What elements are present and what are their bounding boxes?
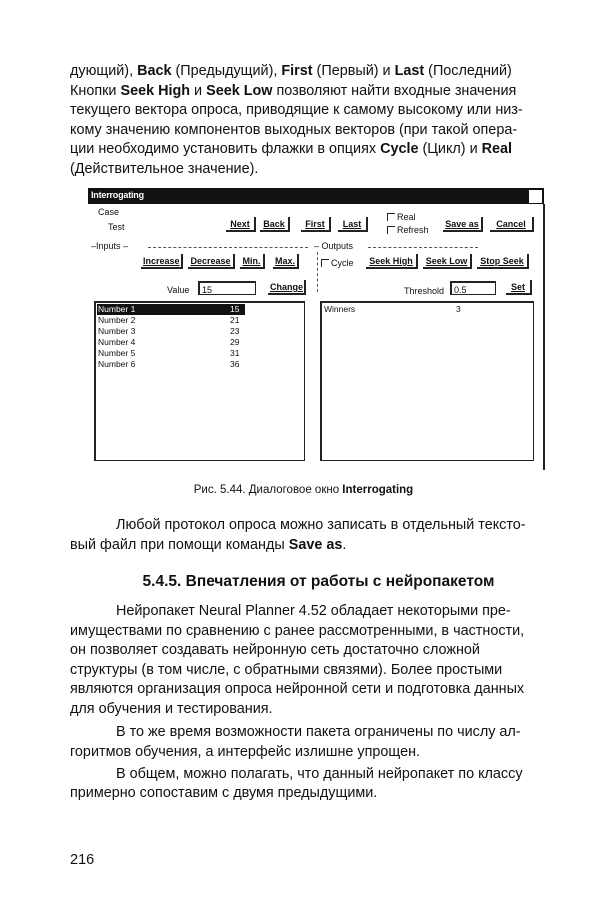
stop-seek-button[interactable]: Stop Seek: [477, 254, 529, 269]
list-item[interactable]: Number 1 15: [97, 304, 245, 315]
checkbox-icon: [387, 213, 395, 221]
text-line: кому значению компонентов выходных векторов (при такой опера-: [70, 121, 518, 138]
text-line: примерно сопоставим с двумя предыдущими.: [70, 785, 378, 801]
cycle-checkbox-label: Cycle: [331, 258, 354, 268]
inputs-list[interactable]: [94, 301, 305, 461]
figure-caption: Рис. 5.44. Диалоговое окно Interrogating: [193, 484, 414, 496]
seek-high-button[interactable]: Seek High: [366, 254, 418, 269]
cycle-checkbox[interactable]: [321, 258, 354, 268]
value-label: Value: [167, 285, 190, 295]
outputs-list[interactable]: [320, 301, 534, 461]
min-button[interactable]: Min.: [240, 254, 265, 269]
case-value: Test: [108, 222, 125, 232]
text-line: являются организация опроса нейронной сети и подготовка данных: [70, 681, 525, 697]
first-button[interactable]: First: [301, 217, 331, 232]
text-line: текущего вектора опроса, приводящие к самому высокому или низ-: [70, 102, 523, 118]
outputs-group-label: – Outputs: [314, 241, 354, 251]
text-line: (Действительное значение).: [70, 160, 259, 177]
list-item[interactable]: Number 5 31: [98, 348, 240, 358]
dialog-titlebar: [88, 188, 544, 204]
text-line: Кнопки Seek High и Seek Low позволяют найти входные значения: [70, 82, 517, 99]
list-item[interactable]: Number 4 29: [98, 337, 240, 347]
back-button[interactable]: Back: [260, 217, 290, 232]
close-box-icon[interactable]: [529, 190, 542, 203]
decrease-button[interactable]: Decrease: [188, 254, 235, 269]
text-line: В то же время возможности пакета ограничены по числу ал-: [116, 724, 521, 740]
inputs-group-line: [148, 247, 308, 248]
text-line: ции необходимо установить флажки в опциях Cycle (Цикл) и Real: [70, 141, 513, 157]
text-line: Любой протокол опроса можно записать в отдельный тексто-: [116, 517, 526, 533]
case-label: Case: [98, 207, 120, 217]
last-button[interactable]: Last: [338, 217, 368, 232]
paragraph-3-body: [70, 745, 567, 804]
list-item[interactable]: Number 2 21: [98, 315, 240, 325]
interrogating-dialog: [88, 188, 544, 470]
text-line: для обучения и тестирования.: [70, 700, 273, 717]
text-line: структуры (в том числе, с обратными связями). Более простыми: [70, 661, 503, 678]
dialog-title: Interrogating: [91, 190, 144, 200]
section-heading: 5.4.5. Впечатления от работы с нейропакетом: [142, 573, 495, 590]
intro-paragraph: [70, 62, 567, 179]
list-item[interactable]: Number 3 23: [98, 326, 240, 336]
text-line: Нейропакет Neural Planner 4.52 обладает некоторыми пре-: [116, 603, 511, 619]
page-number: 216: [70, 852, 95, 868]
outputs-group-line: [368, 247, 478, 248]
seek-low-button[interactable]: Seek Low: [423, 254, 472, 269]
list-item[interactable]: Number 6 36: [98, 359, 240, 369]
dialog-right-edge: [543, 204, 545, 470]
save-as-paragraph: [70, 516, 567, 555]
text-line: горитмов обучения, а интерфейс излишне упрощен.: [70, 743, 421, 760]
save-as-button[interactable]: Save as: [443, 217, 483, 232]
text-line: вый файл при помощи команды Save as.: [70, 536, 347, 553]
cancel-button[interactable]: Cancel: [490, 217, 534, 232]
list-item[interactable]: Winners 3: [324, 304, 461, 314]
max-button[interactable]: Max.: [273, 254, 299, 269]
set-button[interactable]: Set: [506, 280, 532, 295]
inputs-group-label: –Inputs –: [91, 241, 129, 251]
next-button[interactable]: Next: [226, 217, 256, 232]
refresh-checkbox-label: Refresh: [397, 225, 429, 235]
text-line: дующий), Back (Предыдущий), First (Первый) и Last (Последний): [70, 63, 512, 79]
text-line: он позволяет создавать нейронную сеть достаточно сложной: [70, 642, 480, 658]
increase-button[interactable]: Increase: [141, 254, 183, 269]
real-checkbox[interactable]: [387, 212, 416, 222]
paragraph-1: [70, 602, 567, 719]
checkbox-icon: [387, 226, 395, 234]
checkbox-icon: [321, 259, 329, 267]
threshold-label: Threshold: [404, 286, 445, 296]
text-line: имуществами по сравнению с ранее рассмотренными, в частности,: [70, 622, 525, 639]
text-line: В общем, можно полагать, что данный нейропакет по классу: [116, 765, 523, 782]
refresh-checkbox[interactable]: [387, 225, 429, 235]
real-checkbox-label: Real: [397, 212, 416, 222]
value-input[interactable]: 15: [198, 281, 256, 295]
change-button[interactable]: Change: [268, 280, 306, 295]
threshold-input[interactable]: 0.5: [450, 281, 496, 295]
group-divider: [317, 252, 318, 292]
